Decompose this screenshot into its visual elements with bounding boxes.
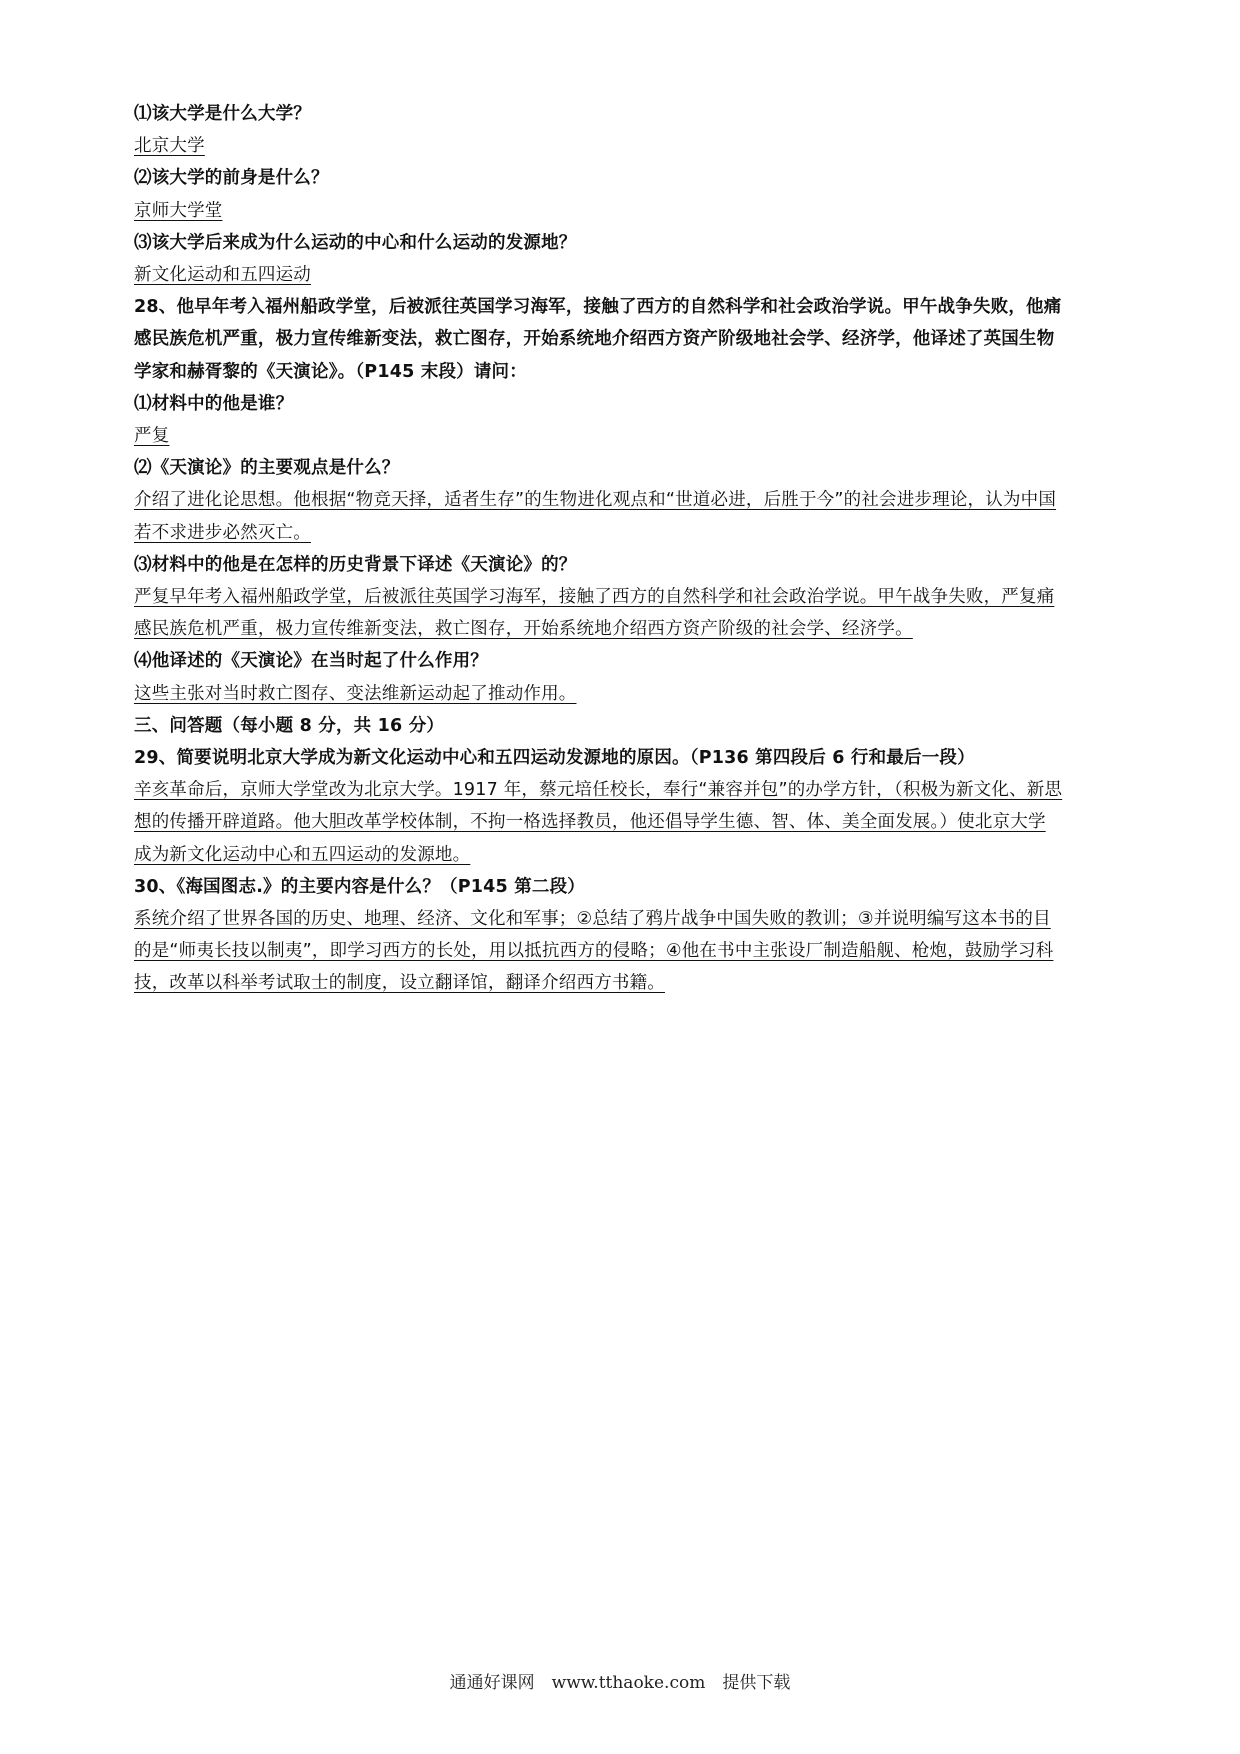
answer-line: 这些主张对当时救亡图存、变法维新运动起了推动作用。 [134,683,577,704]
question-line: ⑵《天演论》的主要观点是什么？ [134,458,400,479]
question-line: 28、他早年考入福州船政学堂，后被派往英国学习海军，接触了西方的自然科学和社会政治学说。甲午战争失败，他痛 [134,297,1062,318]
answer-line: 想的传播开辟道路。他大胆改革学校体制，不拘一格选择教员，他还倡导学生德、智、体、美全面发展。）使北京大学 [134,812,1046,833]
answer-line: 辛亥革命后，京师大学堂改为北京大学。1917 年，蔡元培任校长，奉行“兼容并包”的办学方针，（积极为新文化、新思 [134,780,1063,801]
question-line: 三、问答题（每小题 8 分，共 16 分） [134,715,445,736]
answer-line: 京师大学堂 [134,200,223,221]
question-line: ⑷他译述的《天演论》在当时起了什么作用？ [134,651,488,672]
question-line: 30、《海国图志.》的主要内容是什么？（P145 第二段） [134,876,585,897]
question-line: 学家和赫胥黎的《天演论》。（P145 末段）请问： [134,361,527,382]
answer-line: 若不求进步必然灭亡。 [134,522,311,543]
question-line: ⑴材料中的他是谁？ [134,393,294,414]
answer-line: 的是“师夷长技以制夷”，即学习西方的长处，用以抵抗西方的侵略；④他在书中主张设厂制造船舰、枪炮，鼓励学习科 [134,941,1054,962]
answer-line: 技，改革以科举考试取士的制度，设立翻译馆，翻译介绍西方书籍。 [134,973,665,994]
answer-line: 严复早年考入福州船政学堂，后被派往英国学习海军，接触了西方的自然科学和社会政治学说。甲午战争失败，严复痛 [134,587,1055,608]
answer-line: 介绍了进化论思想。他根据“物竞天择，适者生存”的生物进化观点和“世道必进，后胜于今”的社会进步理论，认为中国 [134,490,1057,511]
question-line: ⑶材料中的他是在怎样的历史背景下译述《天演论》的？ [134,554,577,575]
answer-line: 成为新文化运动中心和五四运动的发源地。 [134,844,471,865]
question-line: 29、简要说明北京大学成为新文化运动中心和五四运动发源地的原因。（P136 第四段后 6 行和最后一段） [134,748,975,769]
answer-line: 新文化运动和五四运动 [134,265,311,286]
answer-line: 严复 [134,426,170,447]
answer-line: 北京大学 [134,136,205,157]
document-body [134,98,1124,1000]
question-line: ⑴该大学是什么大学？ [134,104,311,124]
answer-line: 系统介绍了世界各国的历史、地理、经济、文化和军事；②总结了鸦片战争中国失败的教训；③并说明编写这本书的目 [134,909,1051,930]
question-line: ⑵该大学的前身是什么？ [134,168,329,189]
question-line: 感民族危机严重，极力宣传维新变法，救亡图存，开始系统地介绍西方资产阶级地社会学、经济学，他译述了英国生物 [134,329,1055,350]
page-footer: 通通好课网 www.tthaoke.com 提供下载 [449,1673,791,1693]
answer-line: 感民族危机严重，极力宣传维新变法，救亡图存，开始系统地介绍西方资产阶级的社会学、经济学。 [134,619,913,640]
question-line: ⑶该大学后来成为什么运动的中心和什么运动的发源地？ [134,232,577,253]
